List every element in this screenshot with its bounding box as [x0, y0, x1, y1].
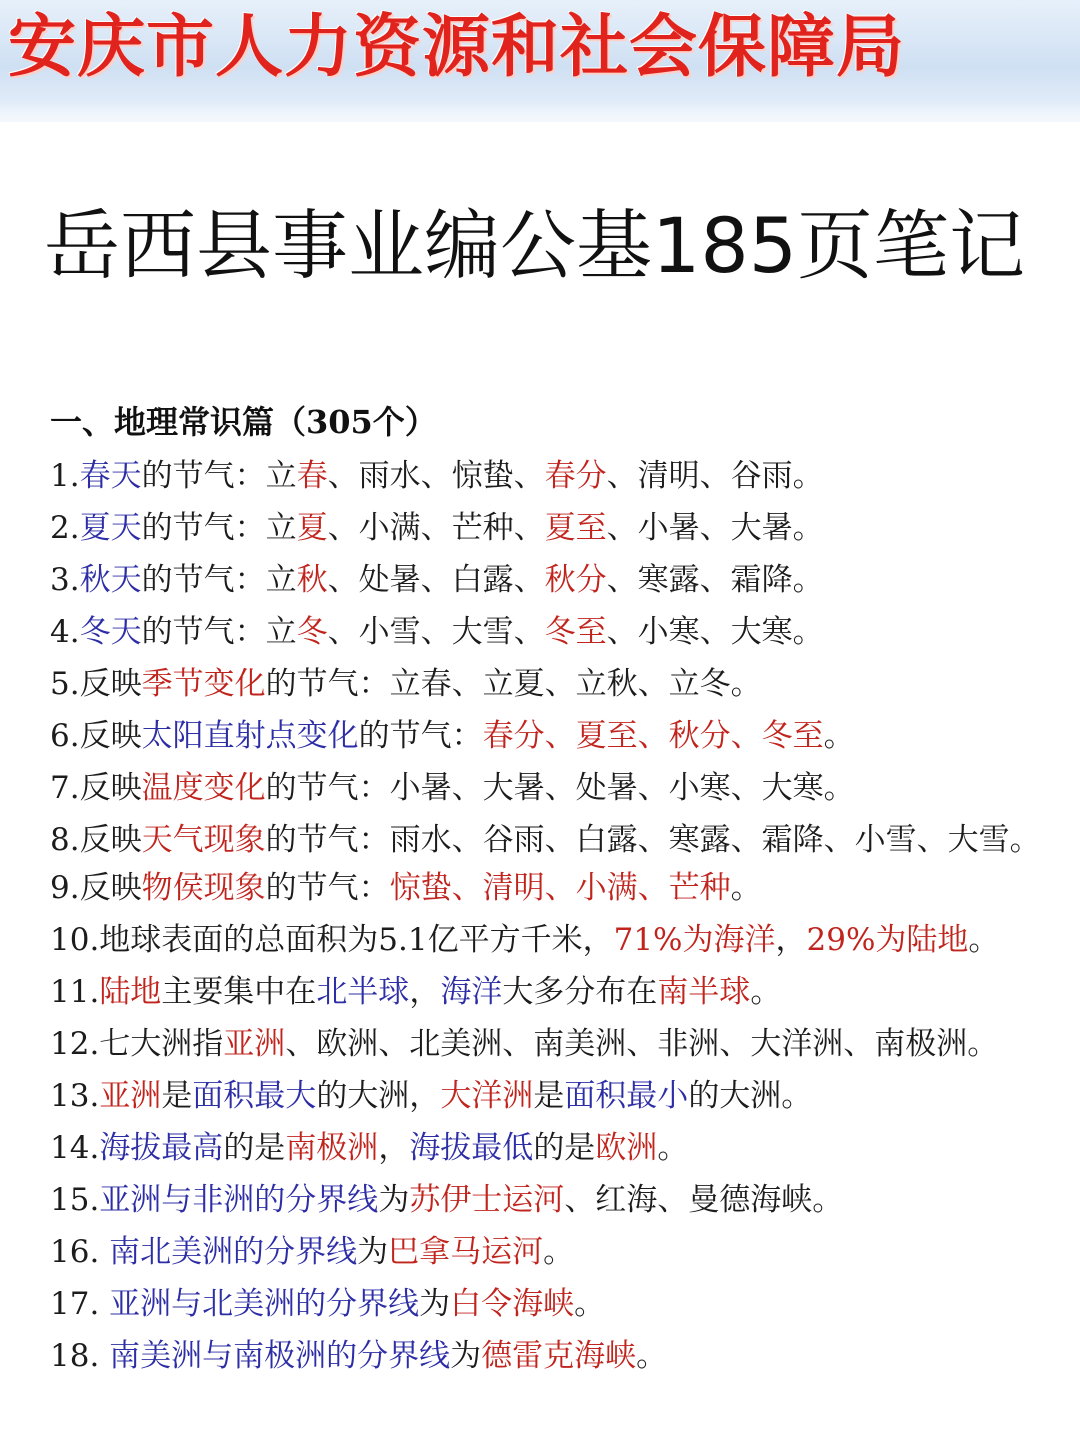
note-segment: 15. [50, 1182, 100, 1218]
note-segment: 南半球 [657, 974, 751, 1010]
note-segment: 的节气：立春、立夏、立秋、立冬。 [265, 666, 762, 702]
note-segment: 主要集中在 [161, 974, 317, 1010]
note-segment: 6.反映 [50, 718, 142, 754]
note-segment: 冬天 [79, 614, 142, 650]
note-segment: 陆地 [99, 974, 162, 1010]
note-segment: 春天 [79, 458, 142, 494]
note-segment: 德雷克海峡 [481, 1338, 637, 1374]
note-segment: 为 [450, 1338, 482, 1374]
note-line [50, 766, 1070, 818]
note-segment: 冬至 [544, 614, 607, 650]
note-segment: 。 [968, 922, 1000, 958]
banner-title: 安庆市人力资源和社会保障局 [8, 8, 906, 87]
note-segment: 12.七大洲指 [50, 1026, 224, 1062]
notes-list [50, 454, 1070, 1386]
note-segment: 16. [50, 1234, 110, 1270]
note-segment: 秋 [296, 562, 328, 598]
note-segment: 、小满、芒种、 [327, 510, 545, 546]
note-segment: 欧洲 [595, 1130, 658, 1166]
note-segment: 。 [574, 1286, 606, 1322]
note-segment: 10.地球表面的总面积为5.1亿平方千米， [50, 922, 614, 958]
note-segment: 亚洲与非洲的分界线 [99, 1182, 379, 1218]
note-segment: 的大洲。 [688, 1078, 813, 1114]
note-segment: 4. [50, 614, 80, 650]
note-segment: 春分、夏至、秋分、冬至 [482, 718, 824, 754]
document-title: 岳西县事业编公基185页笔记 [44, 201, 1026, 290]
header-banner [0, 0, 1080, 122]
note-segment: ， [409, 974, 441, 1010]
note-segment: 。 [636, 1338, 668, 1374]
note-segment: 秋天 [79, 562, 142, 598]
note-segment: 大洋洲 [440, 1078, 534, 1114]
note-segment: 春分 [544, 458, 607, 494]
note-segment: 、小寒、大寒。 [606, 614, 824, 650]
note-segment: 夏天 [79, 510, 142, 546]
note-segment: 的节气： [358, 718, 483, 754]
note-line [50, 454, 1070, 506]
note-segment: 秋分 [544, 562, 607, 598]
note-segment: 南北美洲的分界线 [109, 1234, 358, 1270]
note-segment: 的节气：小暑、大暑、处暑、小寒、大寒。 [265, 770, 855, 806]
note-segment: ， [378, 1130, 410, 1166]
note-segment: 的节气：立 [141, 614, 297, 650]
note-segment: 温度变化 [141, 770, 266, 806]
note-segment: 5.反映 [50, 666, 142, 702]
note-segment: 的是 [223, 1130, 286, 1166]
note-segment: 苏伊士运河 [409, 1182, 565, 1218]
note-segment: 为 [357, 1234, 389, 1270]
note-segment: 物侯现象 [141, 870, 266, 906]
note-segment: 17. [50, 1286, 110, 1322]
note-line [50, 1178, 1070, 1230]
note-line [50, 866, 1070, 918]
note-line [50, 610, 1070, 662]
note-line [50, 506, 1070, 558]
note-segment: 2. [50, 510, 80, 546]
note-segment: 11. [50, 974, 100, 1010]
note-segment: 的大洲， [316, 1078, 441, 1114]
note-segment: 南美洲与南极洲的分界线 [109, 1338, 451, 1374]
note-segment: 。 [657, 1130, 689, 1166]
note-line [50, 970, 1070, 1022]
note-segment: 惊蛰、清明、小满、芒种 [389, 870, 731, 906]
note-segment: 。 [543, 1234, 575, 1270]
note-segment: ， [775, 922, 807, 958]
note-segment: 海拔最低 [409, 1130, 534, 1166]
note-segment: 巴拿马运河 [388, 1234, 544, 1270]
note-segment: 亚洲与北美洲的分界线 [109, 1286, 420, 1322]
note-segment: 冬 [296, 614, 328, 650]
note-segment: 9.反映 [50, 870, 142, 906]
note-line [50, 918, 1070, 970]
note-segment: 南极洲 [285, 1130, 379, 1166]
note-segment: 。 [823, 718, 855, 754]
note-segment: 的节气：立 [141, 562, 297, 598]
note-segment: 为 [419, 1286, 451, 1322]
note-segment: 、小暑、大暑。 [606, 510, 824, 546]
section-heading: 一、地理常识篇（305个） [50, 403, 437, 441]
note-segment: 8.反映 [50, 822, 142, 858]
note-segment: 、欧洲、北美洲、南美洲、非洲、大洋洲、南极洲。 [285, 1026, 999, 1062]
note-segment: 、雨水、惊蛰、 [327, 458, 545, 494]
note-segment: 为 [378, 1182, 410, 1218]
note-segment: 季节变化 [141, 666, 266, 702]
note-segment: 13. [50, 1078, 100, 1114]
note-segment: 的节气： [265, 870, 390, 906]
note-line [50, 714, 1070, 766]
note-segment: 。 [750, 974, 782, 1010]
note-line [50, 1334, 1070, 1386]
note-segment: 面积最小 [564, 1078, 689, 1114]
note-line [50, 558, 1070, 610]
note-segment: 的节气：立 [141, 510, 297, 546]
note-segment: 14. [50, 1130, 100, 1166]
note-segment: 亚洲 [223, 1026, 286, 1062]
note-segment: 7.反映 [50, 770, 142, 806]
note-segment: 3. [50, 562, 80, 598]
note-segment: 、红海、曼德海峡。 [564, 1182, 844, 1218]
note-segment: 白令海峡 [450, 1286, 575, 1322]
note-segment: 、处暑、白露、 [327, 562, 545, 598]
note-line [50, 1074, 1070, 1126]
note-line [50, 1022, 1070, 1074]
note-segment: 18. [50, 1338, 110, 1374]
note-segment: 春 [296, 458, 328, 494]
note-segment: 是 [533, 1078, 565, 1114]
note-segment: 、寒露、霜降。 [606, 562, 824, 598]
note-segment: 夏 [296, 510, 328, 546]
note-segment: 夏至 [544, 510, 607, 546]
note-line [50, 662, 1070, 714]
note-segment: 。 [730, 870, 762, 906]
note-line [50, 1126, 1070, 1178]
note-segment: 的节气：立 [141, 458, 297, 494]
note-segment: 71%为海洋 [613, 922, 776, 958]
note-segment: 1. [50, 458, 80, 494]
note-segment: 太阳直射点变化 [141, 718, 359, 754]
note-segment: 的节气：雨水、谷雨、白露、寒露、霜降、小雪、大雪。 [265, 822, 1041, 858]
note-segment: 亚洲 [99, 1078, 162, 1114]
note-segment: 是 [161, 1078, 193, 1114]
note-segment: 、清明、谷雨。 [606, 458, 824, 494]
note-segment: 海拔最高 [99, 1130, 224, 1166]
note-line [50, 1230, 1070, 1282]
note-segment: 海洋 [440, 974, 503, 1010]
note-line [50, 1282, 1070, 1334]
note-segment: 北半球 [316, 974, 410, 1010]
note-segment: 大多分布在 [502, 974, 658, 1010]
note-segment: 面积最大 [192, 1078, 317, 1114]
note-line [50, 814, 1070, 866]
note-segment: 天气现象 [141, 822, 266, 858]
note-segment: 、小雪、大雪、 [327, 614, 545, 650]
note-segment: 29%为陆地 [806, 922, 969, 958]
note-segment: 的是 [533, 1130, 596, 1166]
